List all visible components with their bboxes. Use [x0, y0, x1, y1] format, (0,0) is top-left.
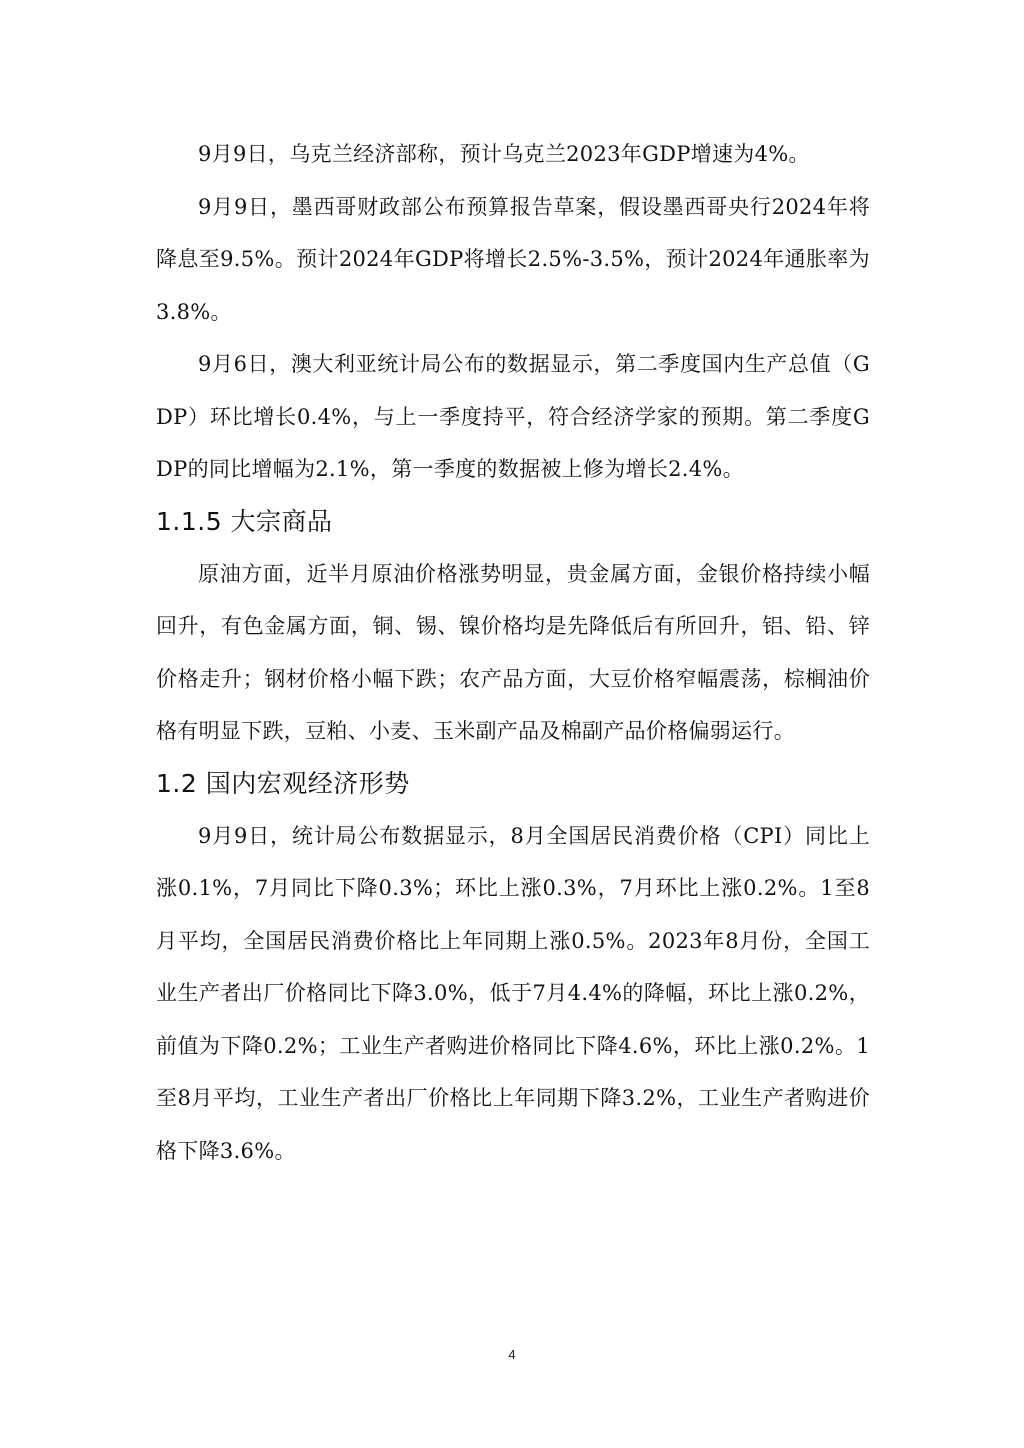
paragraph-australia-gdp: 9月6日，澳大利亚统计局公布的数据显示，第二季度国内生产总值（GDP）环比增长0.4%，与上一季度持平，符合经济学家的预期。第二季度GDP的同比增幅为2.1%，第一季度的数据被上修为增长2.4%。 — [156, 352, 870, 481]
section-heading-domestic-economy: 1.2 国内宏观经济形势 — [156, 768, 410, 798]
paragraph-commodities: 原油方面，近半月原油价格涨势明显，贵金属方面，金银价格持续小幅回升，有色金属方面，铜、锡、镍价格均是先降低后有所回升，铝、铅、锌价格走升；钢材价格小幅下跌；农产品方面，大豆价格窄幅震荡，棕榈油价格有明显下跌，豆粕、小麦、玉米副产品及棉副产品价格偏弱运行。 — [156, 561, 870, 743]
paragraph-domestic-economy: 9月9日，统计局公布数据显示，8月全国居民消费价格（CPI）同比上涨0.1%，7月同比下降0.3%；环比上涨0.3%，7月环比上涨0.2%。1至8月平均，全国居民消费价格比上年同期上涨0.5%。2023年8月份，全国工业生产者出厂价格同比下降3.0%，低于7月4.4%的降幅，环比上涨0.2%，前值为下降0.2%；工业生产者购进价格同比下降4.6%，环比上涨0.2%。1至8月平均，工业生产者出厂价格比上年同期下降3.2%，工业生产者购进价格下降3.6%。 — [156, 823, 870, 1163]
page-content — [156, 128, 870, 1177]
paragraph-mexico-budget: 9月9日，墨西哥财政部公布预算报告草案，假设墨西哥央行2024年将降息至9.5%。预计2024年GDP将增长2.5%-3.5%，预计2024年通胀率为3.8%。 — [156, 194, 870, 324]
paragraph-ukraine-gdp: 9月9日，乌克兰经济部称，预计乌克兰2023年GDP增速为4%。 — [198, 142, 810, 166]
page-number: 4 — [508, 1347, 516, 1362]
section-heading-commodities: 1.1.5 大宗商品 — [156, 506, 333, 536]
